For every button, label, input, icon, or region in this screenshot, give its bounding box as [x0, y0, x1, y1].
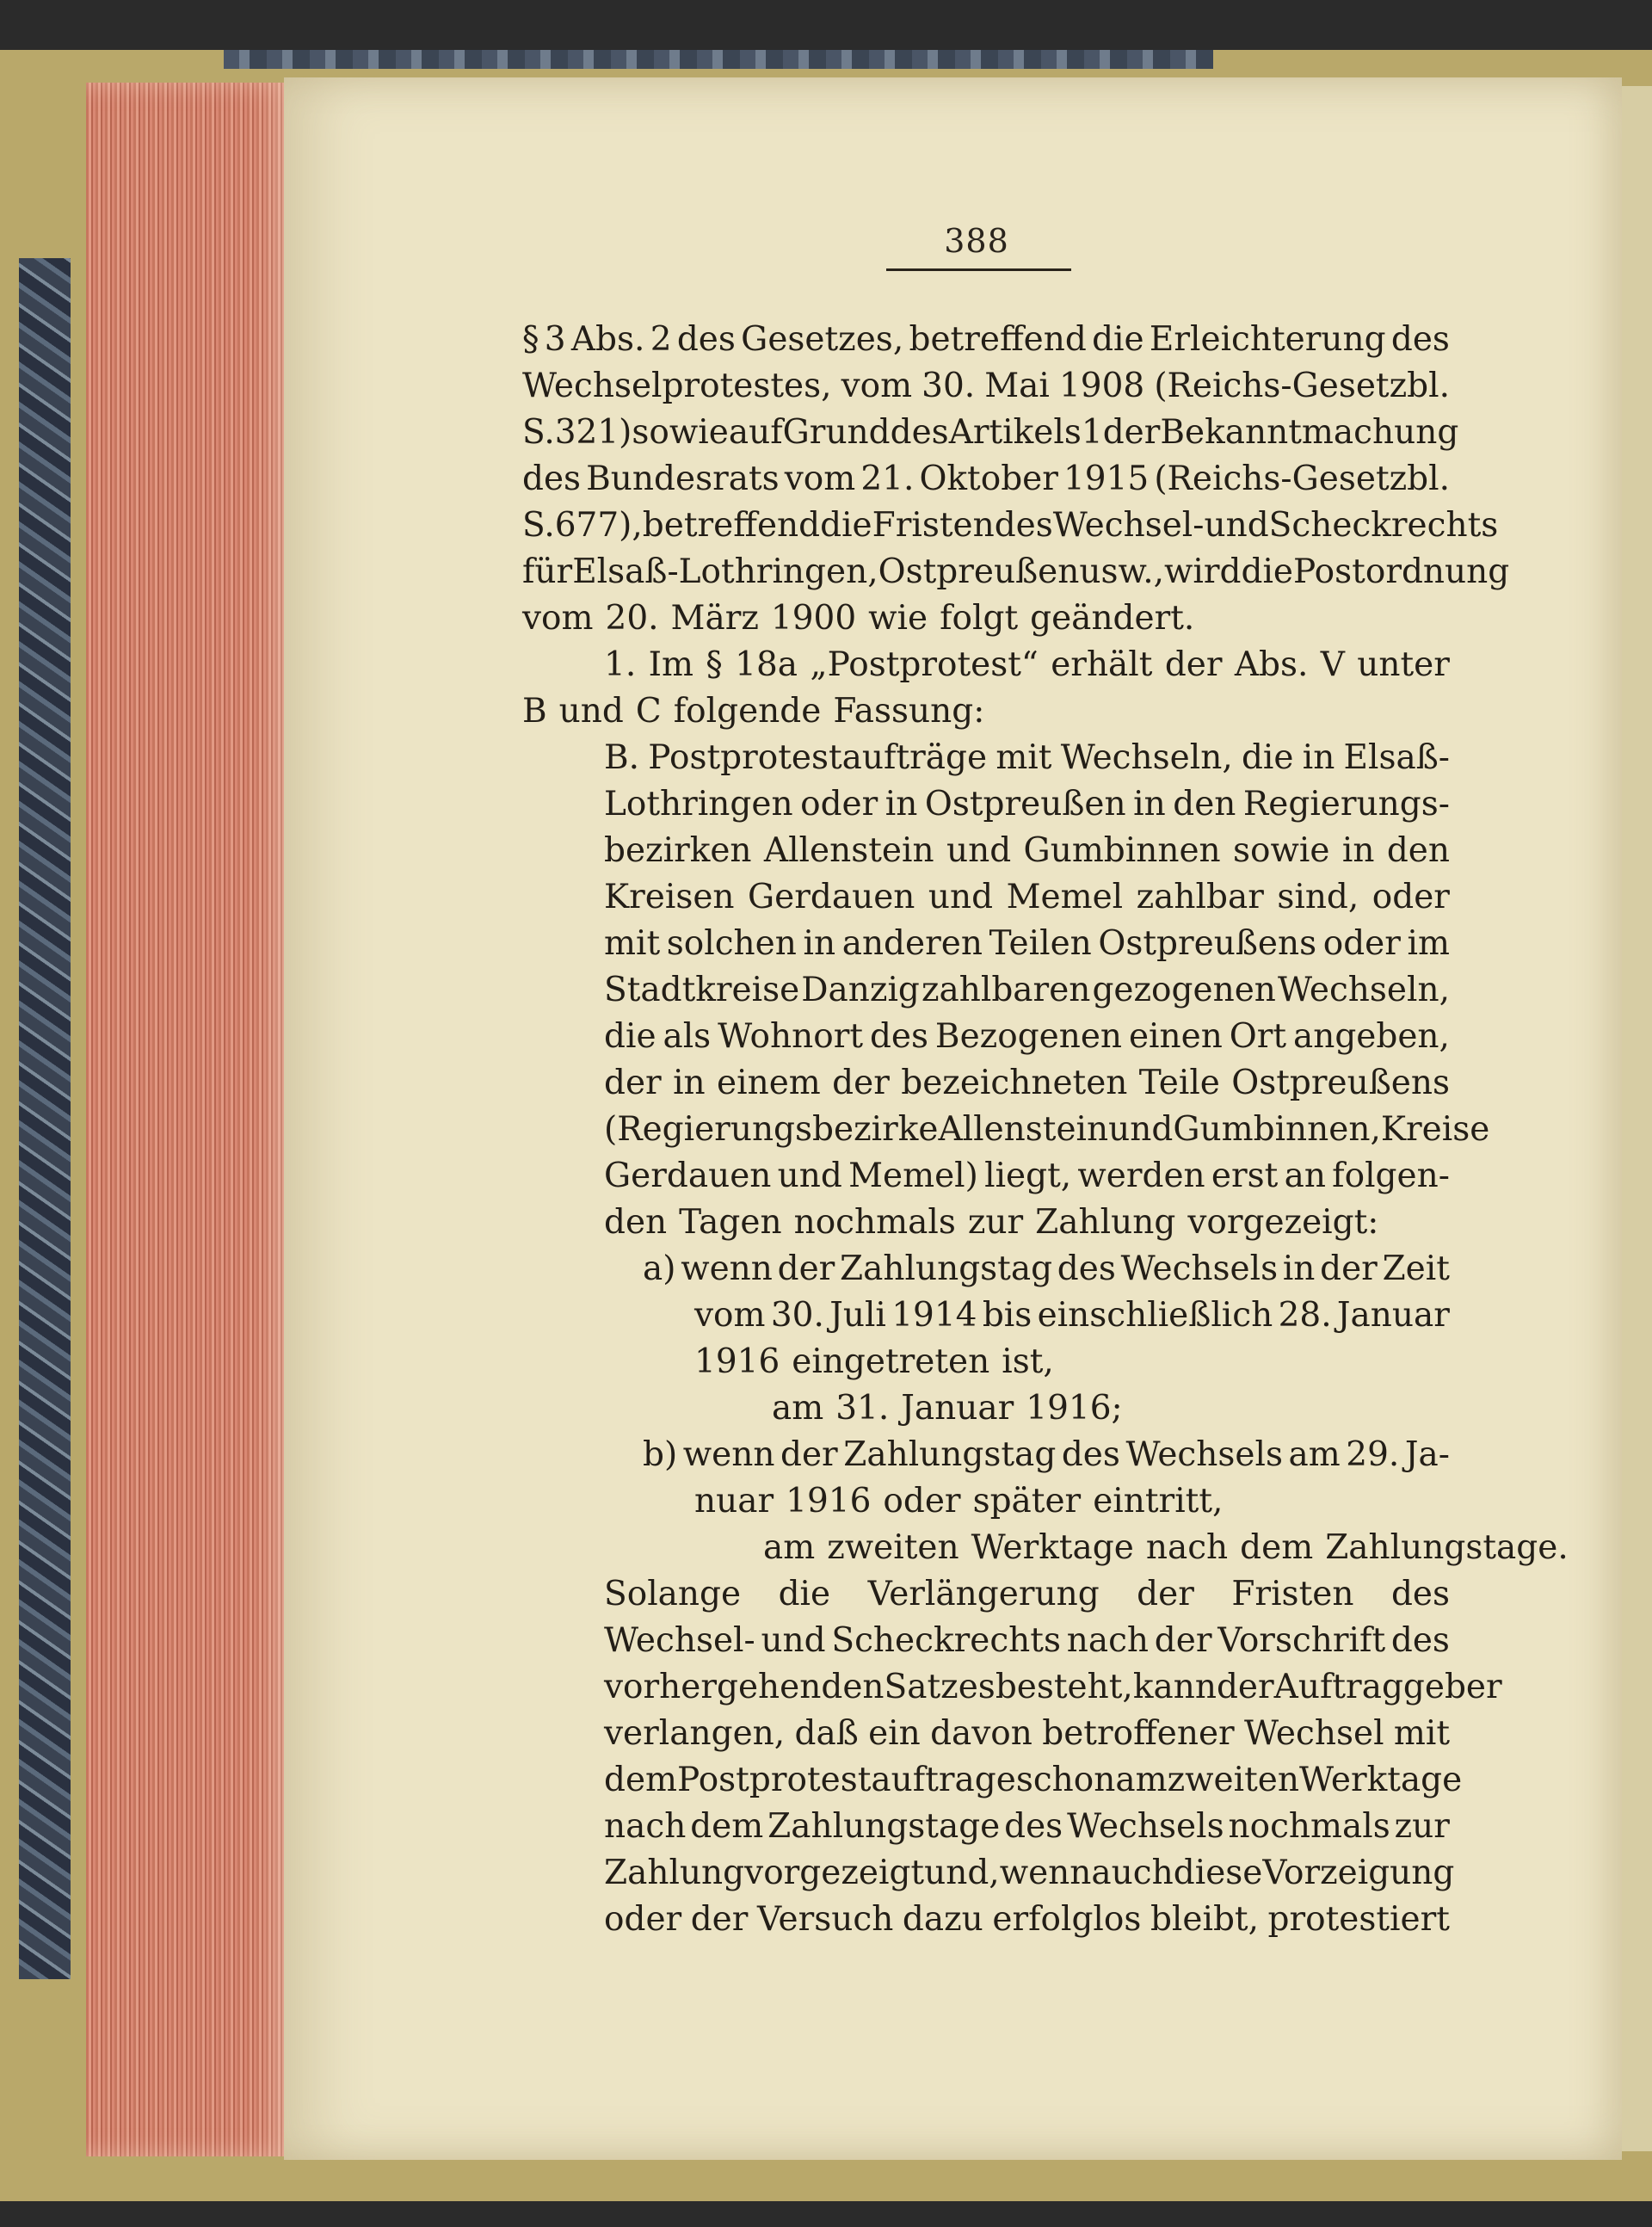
- word: der: [604, 1064, 662, 1102]
- word: Zahlungstag: [843, 1435, 1057, 1474]
- word: auch: [1091, 1854, 1174, 1892]
- word: 677),: [554, 506, 643, 545]
- word: Postprotestaufträge: [648, 738, 988, 777]
- text-line: [522, 1200, 1450, 1246]
- word: verlangen,: [604, 1714, 786, 1753]
- word: Auftraggeber: [1273, 1668, 1502, 1706]
- word: Mai: [984, 367, 1050, 405]
- word: Allenstein: [938, 1110, 1109, 1149]
- word: Ostpreußens: [1231, 1064, 1450, 1102]
- word: 28.: [1278, 1296, 1332, 1335]
- text-line: [522, 1014, 1450, 1060]
- word: §: [706, 645, 723, 684]
- word: 1916: [694, 1342, 780, 1381]
- text-line: [522, 642, 1450, 688]
- word: Oktober: [919, 460, 1058, 498]
- word: ist,: [1002, 1342, 1054, 1381]
- word: und: [558, 692, 624, 731]
- page-number: 388: [944, 222, 1009, 260]
- word: betreffend: [909, 320, 1087, 359]
- word: mit: [604, 924, 661, 963]
- word: 2: [650, 320, 672, 359]
- word: zur: [967, 1203, 1024, 1242]
- word: als: [663, 1017, 712, 1056]
- word: der: [1216, 1668, 1274, 1706]
- word: Bekanntmachung: [1160, 413, 1459, 452]
- word: in: [1302, 738, 1335, 777]
- word: eingetreten: [792, 1342, 990, 1381]
- word: davon: [930, 1714, 1032, 1753]
- word: Ja-: [1404, 1435, 1450, 1474]
- word: dazu: [902, 1900, 983, 1939]
- word: Wechseln,: [1277, 971, 1450, 1009]
- text-line: [522, 549, 1510, 595]
- word: und,: [924, 1854, 1000, 1892]
- word: den: [604, 1203, 668, 1242]
- word: Vorschrift: [1217, 1621, 1386, 1660]
- word: des: [1004, 1807, 1063, 1846]
- word: 30.: [922, 367, 976, 405]
- word: Ostpreußen: [924, 785, 1126, 824]
- word: oder: [1322, 924, 1401, 963]
- word: unter: [1357, 645, 1450, 684]
- word: Zahlungstage: [767, 1807, 1001, 1846]
- text-line: [522, 363, 1450, 410]
- word: Tagen: [679, 1203, 782, 1242]
- text-line: [522, 317, 1450, 363]
- word: Elsaß-: [1343, 738, 1450, 777]
- word: der: [780, 1435, 838, 1474]
- word: oder: [883, 1482, 961, 1521]
- word: 30.: [770, 1296, 824, 1335]
- word: diese: [1173, 1854, 1263, 1892]
- word: Lothringen: [604, 785, 793, 824]
- word: Ostpreußens: [1098, 924, 1317, 963]
- word: Juli: [829, 1296, 886, 1335]
- word: des: [1390, 1575, 1450, 1613]
- text-line: [522, 967, 1450, 1014]
- word: Werktage: [1298, 1761, 1463, 1799]
- word: werden: [1077, 1157, 1205, 1195]
- text-line: [522, 1711, 1450, 1757]
- word: Scheckrechts: [831, 1621, 1061, 1660]
- word: 1916;: [1026, 1389, 1123, 1428]
- word: der: [1137, 1575, 1194, 1613]
- word: eintritt,: [1093, 1482, 1224, 1521]
- word: Kreisen: [604, 878, 735, 916]
- word: die: [1092, 320, 1144, 359]
- word: (Regierungsbezirke: [604, 1110, 939, 1149]
- word: Gesetzes,: [741, 320, 904, 359]
- page-edges: [86, 83, 301, 2156]
- word: 1914: [891, 1296, 977, 1335]
- word: Gerdauen: [604, 1157, 772, 1195]
- word: dem: [690, 1807, 764, 1846]
- word: wird: [1164, 552, 1242, 591]
- word: mit: [996, 738, 1052, 777]
- word: und: [777, 1157, 842, 1195]
- word: oder: [1372, 878, 1450, 916]
- word: dem: [604, 1761, 678, 1799]
- word: 29.: [1346, 1435, 1400, 1474]
- cover-top-band: [224, 50, 1213, 69]
- word: Wechsel: [1244, 1714, 1384, 1753]
- word: Wechsel-: [1052, 506, 1205, 545]
- word: solchen: [666, 924, 797, 963]
- word: der: [1164, 645, 1223, 684]
- word: am: [1288, 1435, 1341, 1474]
- word: des: [869, 1017, 929, 1056]
- word: mit: [1393, 1714, 1450, 1753]
- word: Elsaß-Lothringen,: [572, 552, 878, 591]
- word: Wechsel-: [604, 1621, 755, 1660]
- word: vom: [694, 1296, 766, 1335]
- text-line: [522, 1292, 1450, 1339]
- word: Fristen: [872, 506, 995, 545]
- word: Zahlungstage.: [1325, 1528, 1569, 1567]
- word: und: [946, 831, 1012, 870]
- word: und: [1204, 506, 1269, 545]
- word: vom: [522, 599, 594, 638]
- text-line: [522, 1385, 1450, 1432]
- word: des: [1057, 1249, 1116, 1288]
- word: Abs.: [570, 320, 645, 359]
- word: S.: [522, 413, 555, 452]
- word: und: [928, 878, 994, 916]
- word: für: [522, 552, 573, 591]
- word: Vorzeigung: [1262, 1854, 1455, 1892]
- word: in: [1341, 831, 1375, 870]
- word: ein: [868, 1714, 921, 1753]
- word: anderen: [841, 924, 983, 963]
- word: wie: [868, 599, 928, 638]
- word: später: [972, 1482, 1082, 1521]
- word: einem: [717, 1064, 821, 1102]
- text-line: [522, 874, 1450, 921]
- text-line: [522, 1664, 1502, 1711]
- word: zahlbar: [1136, 878, 1264, 916]
- word: erhält: [1051, 645, 1153, 684]
- word: Bundesrats: [586, 460, 780, 498]
- word: der: [1102, 413, 1161, 452]
- word: am: [763, 1528, 816, 1567]
- text-line: [522, 921, 1450, 967]
- word: der: [690, 1900, 749, 1939]
- word: b): [643, 1435, 678, 1474]
- word: vorhergehenden: [604, 1668, 885, 1706]
- word: Artikels: [948, 413, 1082, 452]
- word: bezeichneten: [901, 1064, 1128, 1102]
- word: besteht,: [995, 1668, 1133, 1706]
- word: Scheckrechts: [1268, 506, 1499, 545]
- word: Fristen: [1231, 1575, 1354, 1613]
- word: Memel): [848, 1157, 978, 1195]
- word: März: [670, 599, 759, 638]
- word: 20.: [605, 599, 659, 638]
- word: Zahlung: [604, 1854, 745, 1892]
- word: der: [1154, 1621, 1212, 1660]
- word: den: [1173, 785, 1236, 824]
- word: Satzes: [884, 1668, 996, 1706]
- word: des: [522, 460, 582, 498]
- word: 1: [1081, 413, 1103, 452]
- text-line: [522, 1153, 1450, 1200]
- word: des: [1061, 1435, 1120, 1474]
- word: Postprotestauftrage: [677, 1761, 1016, 1799]
- word: 21.: [860, 460, 915, 498]
- text-line: [522, 1850, 1455, 1897]
- word: wenn: [999, 1854, 1092, 1892]
- word: schon: [1015, 1761, 1116, 1799]
- word: protestiert: [1267, 1900, 1450, 1939]
- word: Teile: [1138, 1064, 1220, 1102]
- word: Zahlung: [1035, 1203, 1176, 1242]
- word: nach: [604, 1807, 687, 1846]
- text-line: [522, 1478, 1450, 1525]
- word: Wechseln,: [1060, 738, 1233, 777]
- text-line: [522, 595, 1450, 642]
- word: nach: [1145, 1528, 1229, 1567]
- word: sowie: [632, 413, 729, 452]
- word: (Reichs-Gesetzbl.: [1154, 367, 1450, 405]
- word: oder: [800, 785, 878, 824]
- word: liegt,: [984, 1157, 1072, 1195]
- word: Versuch: [756, 1900, 894, 1939]
- word: Grund: [782, 413, 891, 452]
- word: sind,: [1277, 878, 1359, 916]
- word: bis: [982, 1296, 1032, 1335]
- word: Werktage: [971, 1528, 1134, 1567]
- word: am: [1115, 1761, 1168, 1799]
- word: 1916: [786, 1482, 872, 1521]
- word: Wechselprotestes,: [522, 367, 832, 405]
- text-line: [522, 503, 1499, 549]
- word: zahlbaren: [921, 971, 1091, 1009]
- word: erfolglos: [992, 1900, 1142, 1939]
- word: Bezogenen: [934, 1017, 1123, 1056]
- word: Verlängerung: [867, 1575, 1100, 1613]
- word: vorgezeigt: [744, 1854, 925, 1892]
- word: die: [1241, 552, 1294, 591]
- word: Kreise: [1380, 1110, 1490, 1149]
- word: geändert.: [1030, 599, 1195, 638]
- word: einschließlich: [1037, 1296, 1273, 1335]
- word: Memel: [1006, 878, 1124, 916]
- word: betreffend: [642, 506, 821, 545]
- word: wenn: [681, 1249, 773, 1288]
- word: Erleichterung: [1149, 320, 1386, 359]
- text-line: [522, 1107, 1490, 1153]
- word: 1908: [1058, 367, 1145, 405]
- text-line: [522, 781, 1450, 828]
- word: Allenstein: [763, 831, 934, 870]
- word: vorgezeigt:: [1187, 1203, 1379, 1242]
- word: folgende: [673, 692, 822, 731]
- word: §: [522, 320, 539, 359]
- text-line: [522, 1246, 1450, 1292]
- word: B: [522, 692, 547, 731]
- word: Gerdauen: [748, 878, 915, 916]
- word: „Postprotest“: [810, 645, 1039, 684]
- word: V: [1320, 645, 1345, 684]
- word: betroffener: [1042, 1714, 1235, 1753]
- word: 1.: [604, 645, 637, 684]
- word: 31.: [835, 1389, 890, 1428]
- word: B.: [604, 738, 640, 777]
- word: der: [832, 1064, 890, 1102]
- word: in: [1282, 1249, 1316, 1288]
- text-line: [522, 1525, 1569, 1571]
- word: Zeit: [1382, 1249, 1450, 1288]
- word: des: [994, 506, 1053, 545]
- word: Teilen: [989, 924, 1092, 963]
- word: erst: [1211, 1157, 1279, 1195]
- word: des: [890, 413, 949, 452]
- word: gezogenen: [1092, 971, 1276, 1009]
- word: Januar: [901, 1389, 1014, 1428]
- word: a): [643, 1249, 676, 1288]
- word: kann: [1132, 1668, 1217, 1706]
- word: daß: [794, 1714, 859, 1753]
- word: Postordnung: [1293, 552, 1510, 591]
- word: nach: [1066, 1621, 1150, 1660]
- word: Abs.: [1234, 645, 1309, 684]
- word: bleibt,: [1150, 1900, 1259, 1939]
- word: Januar: [1336, 1296, 1450, 1335]
- word: in: [673, 1064, 706, 1102]
- word: in: [1133, 785, 1166, 824]
- facing-page-edge: [1618, 86, 1652, 2151]
- word: Wechsels: [1120, 1249, 1279, 1288]
- word: dem: [1240, 1528, 1314, 1567]
- word: Danzig: [801, 971, 920, 1009]
- word: die: [820, 506, 872, 545]
- text-line: [522, 456, 1450, 503]
- word: vom: [841, 367, 913, 405]
- text-line: [522, 1339, 1450, 1385]
- word: zweiten: [827, 1528, 959, 1567]
- word: Fassung:: [833, 692, 985, 731]
- text-line: [522, 1804, 1450, 1850]
- word: der: [1320, 1249, 1378, 1288]
- word: vom: [784, 460, 856, 498]
- word: des: [1390, 320, 1450, 359]
- text-line: [522, 828, 1450, 874]
- word: nochmals: [1228, 1807, 1390, 1846]
- marbled-endpaper: [19, 258, 71, 1979]
- text-line: [522, 688, 1450, 735]
- word: zweiten: [1167, 1761, 1299, 1799]
- word: Regierungs-: [1242, 785, 1450, 824]
- word: der: [777, 1249, 835, 1288]
- word: 1900: [770, 599, 857, 638]
- word: (Reichs-Gesetzbl.: [1154, 460, 1450, 498]
- word: 321): [554, 413, 632, 452]
- word: 1915: [1063, 460, 1150, 498]
- word: und: [761, 1621, 826, 1660]
- word: des: [676, 320, 736, 359]
- word: in: [803, 924, 836, 963]
- word: Stadtkreise: [604, 971, 800, 1009]
- word: im: [1407, 924, 1450, 963]
- word: und: [1108, 1110, 1174, 1149]
- word: folgt: [940, 599, 1019, 638]
- word: Solange: [604, 1575, 742, 1613]
- word: oder: [604, 1900, 682, 1939]
- word: die: [604, 1017, 656, 1056]
- word: 18a: [735, 645, 798, 684]
- word: am: [772, 1389, 824, 1428]
- word: C: [635, 692, 662, 731]
- text-line: [522, 1432, 1450, 1478]
- text-line: [522, 1060, 1450, 1107]
- word: 3: [544, 320, 566, 359]
- word: die: [1241, 738, 1294, 777]
- word: zur: [1394, 1807, 1450, 1846]
- word: wenn: [682, 1435, 775, 1474]
- word: sowie: [1233, 831, 1330, 870]
- word: in: [885, 785, 918, 824]
- word: Gumbinnen: [1023, 831, 1221, 870]
- word: einen: [1128, 1017, 1223, 1056]
- text-line: [522, 1897, 1450, 1943]
- text-line: [522, 410, 1459, 456]
- page-body-text: [522, 317, 1569, 1943]
- word: auf: [728, 413, 783, 452]
- word: Gumbinnen,: [1173, 1110, 1381, 1149]
- word: bezirken: [604, 831, 752, 870]
- word: nochmals: [793, 1203, 956, 1242]
- word: Ort: [1229, 1017, 1287, 1056]
- word: die: [778, 1575, 831, 1613]
- word: nuar: [694, 1482, 774, 1521]
- word: den: [1386, 831, 1450, 870]
- text-line: [522, 1757, 1463, 1804]
- word: Ostpreußen: [878, 552, 1080, 591]
- word: Zahlungstag: [840, 1249, 1053, 1288]
- word: usw.,: [1079, 552, 1165, 591]
- word: an: [1284, 1157, 1326, 1195]
- word: Wechsels: [1067, 1807, 1224, 1846]
- header-rule: [886, 268, 1071, 271]
- text-line: [522, 735, 1450, 781]
- word: Wechsels: [1125, 1435, 1283, 1474]
- text-line: [522, 1618, 1450, 1664]
- word: des: [1390, 1621, 1450, 1660]
- word: Im: [648, 645, 693, 684]
- text-line: [522, 1571, 1450, 1618]
- word: Wohnort: [718, 1017, 864, 1056]
- word: folgen-: [1332, 1157, 1450, 1195]
- word: angeben,: [1292, 1017, 1450, 1056]
- word: S.: [522, 506, 555, 545]
